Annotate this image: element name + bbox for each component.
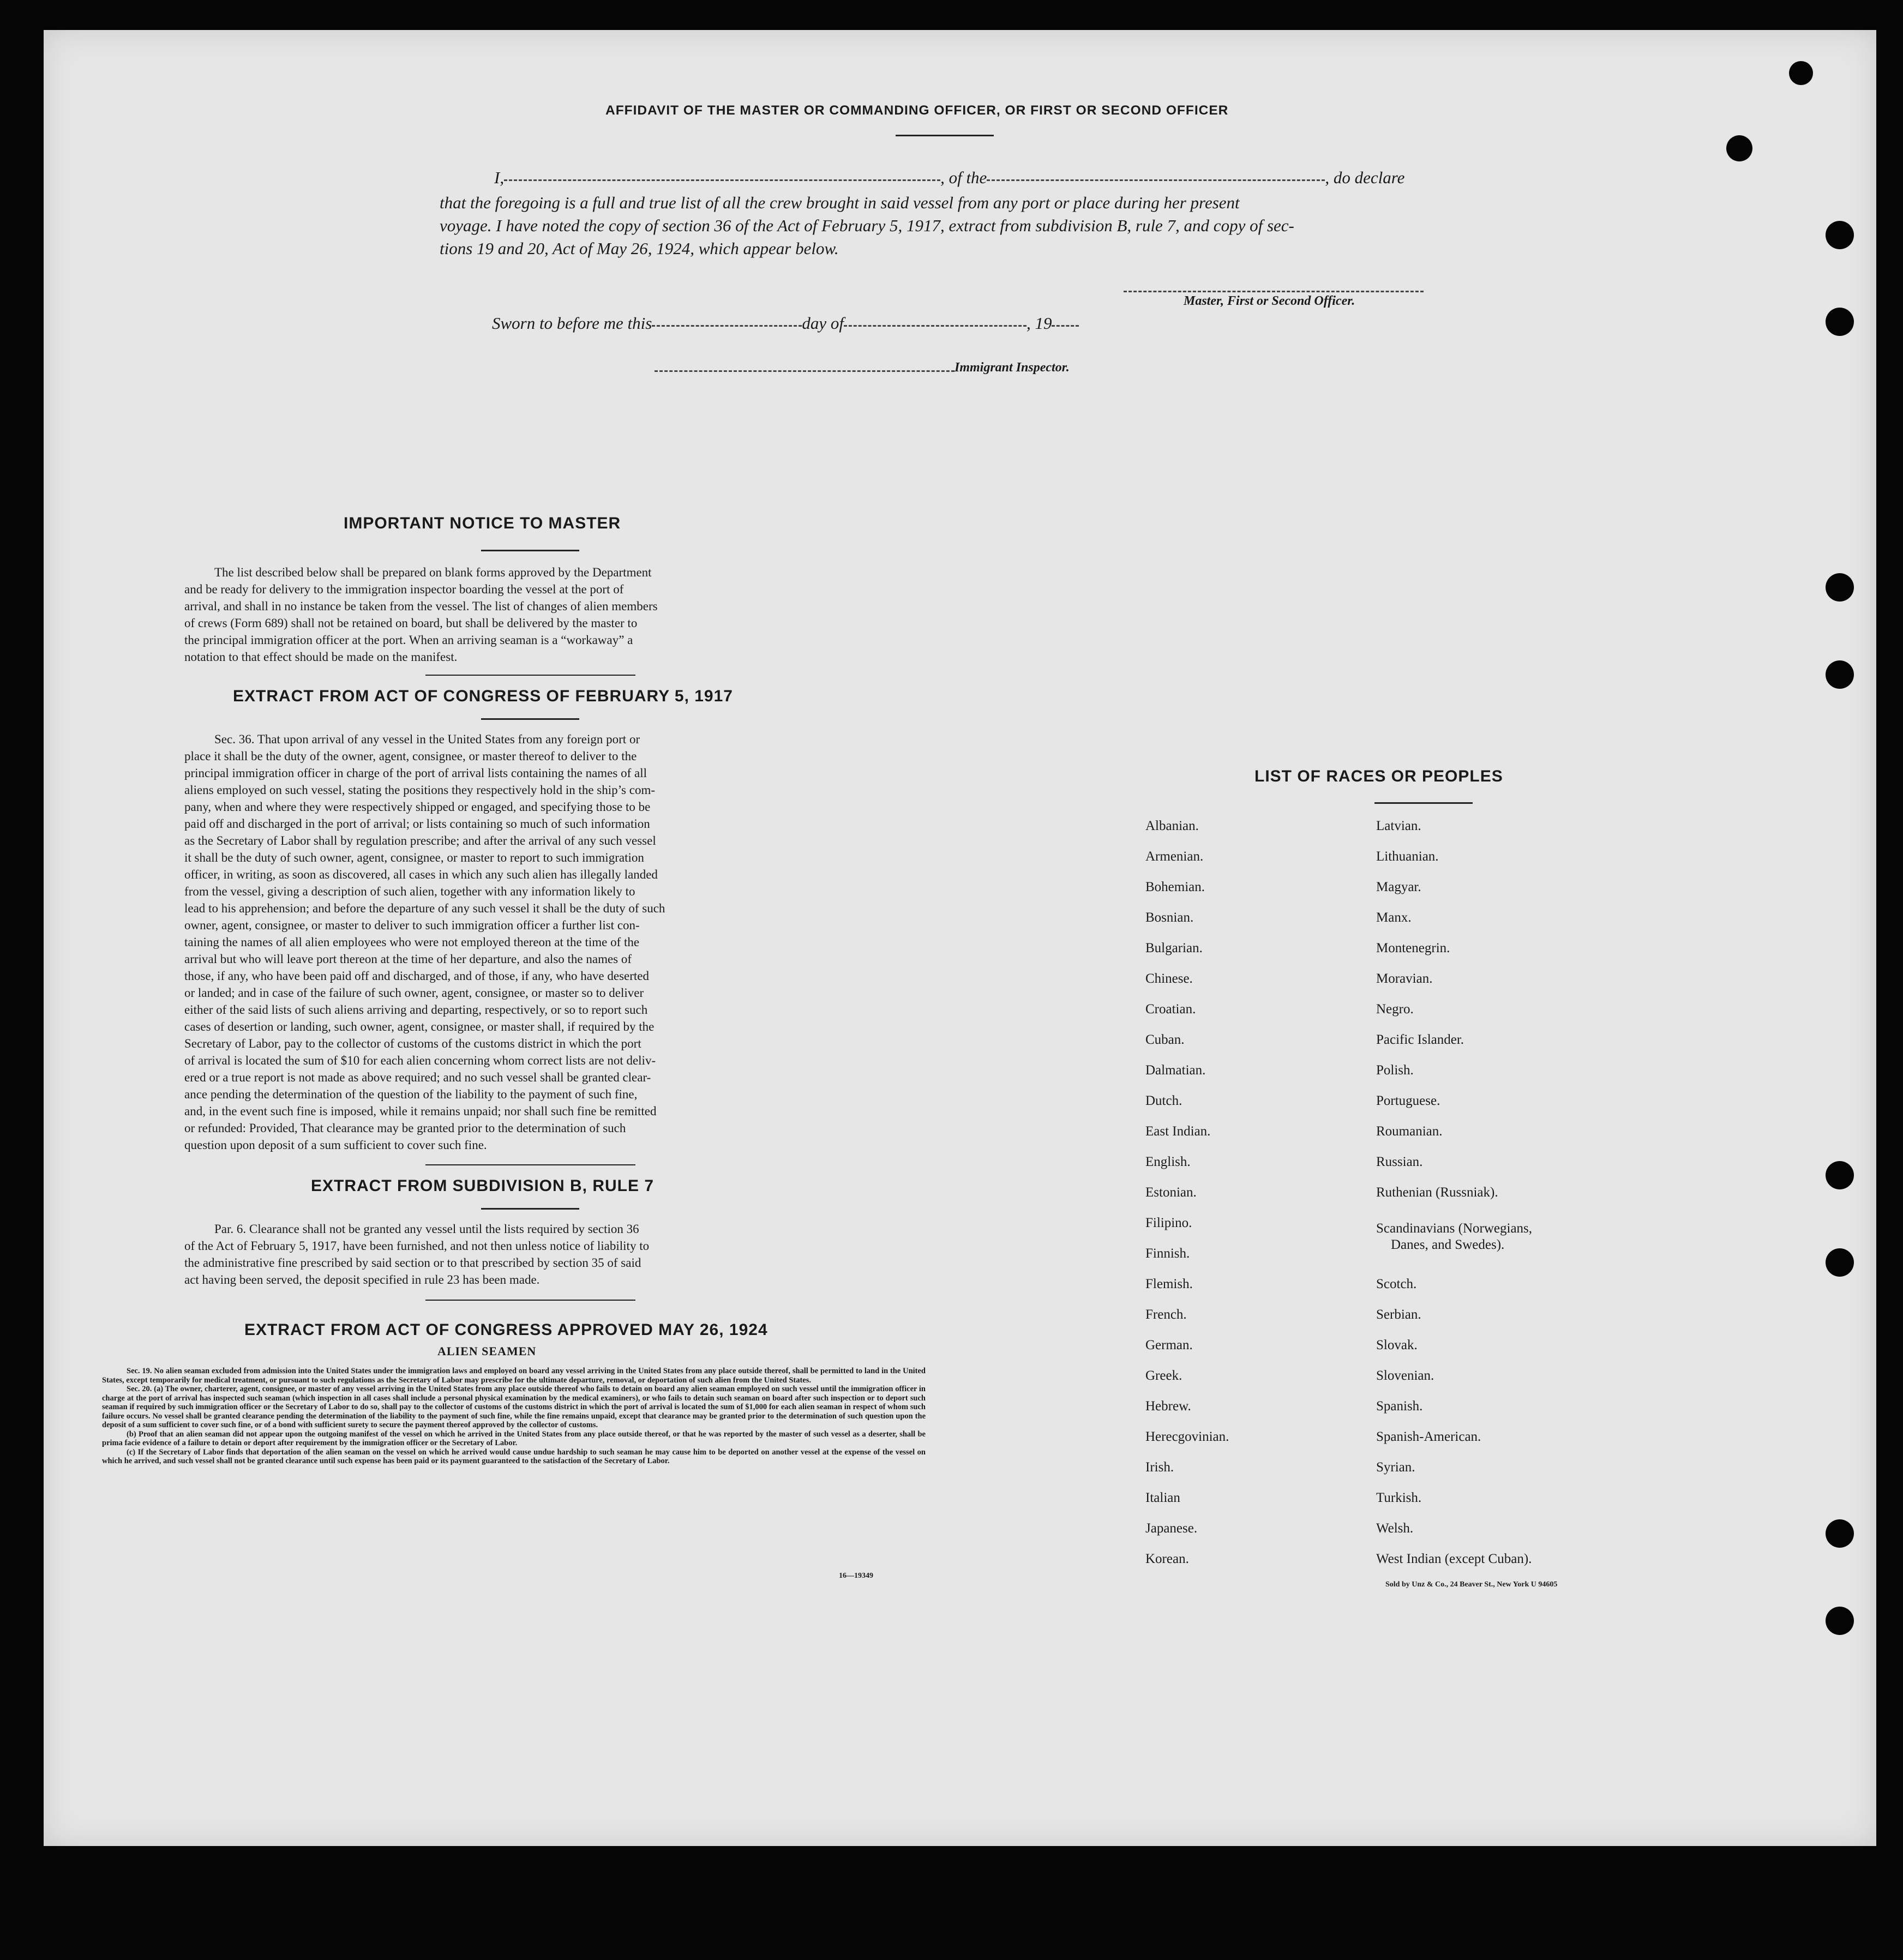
extract-line: question upon deposit of a sum sufficient to cover such fine. [184, 1138, 487, 1152]
binder-hole [1826, 221, 1854, 249]
extract-line: Sec. 36. That upon arrival of any vessel in the United States from any foreign port or [214, 732, 640, 746]
race-item: Scandinavians (Norwegians, [1376, 1221, 1533, 1236]
race-item: Greek. [1145, 1368, 1182, 1383]
extract-line: as the Secretary of Labor shall by regulation prescribe; and after the arrival of any such vessel [184, 834, 656, 847]
affidavit-name-prefix: I, [494, 168, 505, 187]
race-item: Croatian. [1145, 1002, 1196, 1017]
rule7-line: act having been served, the deposit specified in rule 23 has been made. [184, 1273, 540, 1286]
race-item: Negro. [1376, 1002, 1414, 1017]
extract-rule7-title: EXTRACT FROM SUBDIVISION B, RULE 7 [311, 1177, 655, 1195]
race-item: Magyar. [1376, 880, 1421, 894]
notice-title: IMPORTANT NOTICE TO MASTER [344, 514, 621, 532]
extract-rule7-text [184, 1221, 844, 1288]
extract-line: either of the said lists of such aliens arriving and departing, respectively, or so to report such [184, 1003, 648, 1017]
race-item: Filipino. [1145, 1216, 1192, 1230]
sworn-day-of: day of [802, 314, 844, 333]
race-item: Manx. [1376, 910, 1412, 925]
extract-line: officer, in writing, as soon as discovered, all cases in which any such alien has illegally landed [184, 868, 658, 881]
sworn-date-blank [652, 325, 802, 327]
signature-label: Master, First or Second Officer. [1184, 294, 1355, 308]
binder-hole [1826, 660, 1854, 689]
inspector-label: Immigrant Inspector. [954, 360, 1070, 375]
race-item: Slovenian. [1376, 1368, 1434, 1383]
vessel-blank [987, 179, 1325, 181]
race-item: Bohemian. [1145, 880, 1205, 894]
extract-line: principal immigration officer in charge of the port of arrival lists containing the names of all [184, 766, 647, 780]
race-item: Ruthenian (Russniak). [1376, 1185, 1498, 1200]
extract-1924-subtitle: ALIEN SEAMEN [437, 1344, 537, 1358]
rule7-line: the administrative fine prescribed by said section or to that prescribed by section 35 of said [184, 1256, 641, 1270]
race-item: Chinese. [1145, 971, 1193, 986]
affidavit-body-line: voyage. I have noted the copy of section 36 of the Act of February 5, 1917, extract from subdivision B, rule 7, and copy of sec- [440, 216, 1294, 235]
extract-rule7-rule [481, 1208, 579, 1210]
sec20a-paragraph: Sec. 20. (a) The owner, charterer, agent, consignee, or master of any vessel arriving in the United States from any place outside thereof who fails to detain on board any alien seaman employed on such vessel until the immigration officer in charge at the port of arrival has inspected such seaman (which inspection in all cases shall include a personal physical examination by the medical examiners), or who fails to detain such seaman on board after such inspection or to deport such seaman if required by such immigration officer or the Secretary of Labor to do so, shall pay to the collector of customs of the customs district in which the port of arrival is located the sum of $1,000 for each alien seaman in respect of whom such failure occurs. No vessel shall be granted clearance pending the determination of the liability to the payment of such fine, while the fine remains unpaid, except that clearance may be granted prior to the determination of such question upon the deposit of a sum sufficient to cover such fine, or of a bond with sufficient surety to secure the payment thereof approved by the collector of customs. [102, 1385, 926, 1429]
affidavit-title: AFFIDAVIT OF THE MASTER OR COMMANDING OFFICER, OR FIRST OR SECOND OFFICER [605, 103, 1229, 118]
race-item: Spanish-American. [1376, 1429, 1481, 1444]
notice-line: the principal immigration officer at the port. When an arriving seaman is a “workaway” a [184, 633, 633, 647]
sec20c-paragraph: (c) If the Secretary of Labor finds that deportation of the alien seaman on the vessel on which he arrived would cause undue hardship to such seaman he may cause him to be deported on another vessel at the expense of the vessel on which he arrived, and such vessel shall not be granted clearance until such expense has been paid or its payment guaranteed to the satisfaction of the Secretary of Labor. [102, 1447, 926, 1465]
sworn-prefix: Sworn to before me this [492, 314, 652, 333]
race-item: Portuguese. [1376, 1093, 1440, 1108]
notice-line: notation to that effect should be made on the manifest. [184, 650, 458, 664]
race-item: Polish. [1376, 1063, 1414, 1078]
race-item: Irish. [1145, 1460, 1174, 1475]
affidavit-of-the: , of the [940, 168, 987, 187]
race-item: Armenian. [1145, 849, 1204, 864]
race-item: Spanish. [1376, 1399, 1423, 1414]
binder-hole [1789, 61, 1813, 85]
rule7-line: of the Act of February 5, 1917, have been furnished, and not then unless notice of liability to [184, 1239, 650, 1253]
extract-line: cases of desertion or landing, such owner, agent, consignee, or master shall, if required by the [184, 1020, 655, 1033]
affidavit-body-line: tions 19 and 20, Act of May 26, 1924, which appear below. [440, 239, 839, 258]
race-item: Serbian. [1376, 1307, 1421, 1322]
race-item: English. [1145, 1155, 1191, 1169]
binder-hole [1826, 1161, 1854, 1189]
race-item: Latvian. [1376, 819, 1421, 833]
extract-1917-text [184, 731, 844, 1153]
races-title: LIST OF RACES OR PEOPLES [1254, 767, 1503, 785]
notice-line: arrival, and shall in no instance be taken from the vessel. The list of changes of alien members [184, 599, 658, 613]
rule7-line: Par. 6. Clearance shall not be granted any vessel until the lists required by section 36 [214, 1222, 639, 1236]
extract-1924-text [102, 1367, 926, 1466]
race-item: Russian. [1376, 1155, 1423, 1169]
binder-hole [1826, 1519, 1854, 1548]
affidavit-body [440, 191, 1294, 260]
race-item: Turkish. [1376, 1490, 1422, 1505]
affidavit-body-line: that the foregoing is a full and true list of all the crew brought in said vessel from any port or place during her present [440, 193, 1240, 212]
race-item: Estonian. [1145, 1185, 1197, 1200]
notice-line: and be ready for delivery to the immigration inspector boarding the vessel at the port of [184, 582, 624, 596]
notice-rule [481, 550, 579, 551]
race-item: Bosnian. [1145, 910, 1194, 925]
extract-1924-title: EXTRACT FROM ACT OF CONGRESS APPROVED MAY 26, 1924 [244, 1321, 768, 1339]
race-item: Welsh. [1376, 1521, 1414, 1536]
affidavit-declaration-line [494, 168, 1404, 188]
section-divider [425, 675, 635, 676]
race-item: Moravian. [1376, 971, 1433, 986]
extract-line: lead to his apprehension; and before the departure of any such vessel it shall be the duty of such [184, 901, 665, 915]
form-page [44, 30, 1876, 1846]
affidavit-do-declare: , do declare [1325, 168, 1405, 187]
extract-line: it shall be the duty of such owner, agent, consignee, or master to report to such immigration [184, 851, 644, 864]
race-item: Montenegrin. [1376, 941, 1450, 955]
binder-hole [1826, 1248, 1854, 1277]
extract-line: ance pending the determination of the question of the liability to the payment of such fine, [184, 1087, 638, 1101]
extract-line: Secretary of Labor, pay to the collector of customs of the customs district in which the port [184, 1037, 641, 1050]
race-item: Danes, and Swedes). [1391, 1237, 1505, 1252]
extract-line: or landed; and in case of the failure of such owner, agent, consignee, or master so to deliver [184, 986, 644, 1000]
extract-line: owner, agent, consignee, or master to deliver to such immigration officer a further list con- [184, 918, 640, 932]
sec19-paragraph: Sec. 19. No alien seaman excluded from admission into the United States under the immigration laws and employed on board any vessel arriving in the United States from any place outside thereof, shall be permitted to land in the United States, except temporarily for medical treatment, or pursuant to such regulations as the Secretary of Labor may prescribe for the ultimate departure, removal, or deportation of such alien from the United States. [102, 1367, 926, 1385]
name-blank [504, 179, 940, 181]
race-item: German. [1145, 1338, 1193, 1352]
extract-line: or refunded: Provided, That clearance may be granted prior to the determination of such [184, 1121, 626, 1135]
race-item: Lithuanian. [1376, 849, 1439, 864]
race-item: Italian [1145, 1490, 1180, 1505]
extract-line: from the vessel, giving a description of such alien, together with any information likely to [184, 885, 635, 898]
extract-line: ered or a true report is not made as above required; and no such vessel shall be granted clear- [184, 1071, 651, 1084]
extract-line: taining the names of all alien employees who were not employed thereon at the time of the [184, 935, 640, 949]
extract-line: arrival but who will leave port thereon at the time of her departure, and also the names of [184, 952, 632, 966]
binder-hole [1826, 308, 1854, 336]
sworn-line [492, 314, 1079, 333]
extract-line: aliens employed on such vessel, stating the positions they respectively hold in the ship’s com- [184, 783, 655, 797]
signature-line [1124, 291, 1424, 292]
inspector-line [655, 370, 954, 372]
race-item: Scotch. [1376, 1277, 1417, 1291]
extract-1917-rule [481, 718, 579, 720]
race-item: East Indian. [1145, 1124, 1211, 1139]
printer-imprint: Sold by Unz & Co., 24 Beaver St., New York U 94605 [1385, 1580, 1558, 1589]
extract-1917-title: EXTRACT FROM ACT OF CONGRESS OF FEBRUARY 5, 1917 [233, 687, 733, 705]
extract-line: place it shall be the duty of the owner, agent, consignee, or master thereof to deliver to the [184, 749, 637, 763]
race-item: Dutch. [1145, 1093, 1182, 1108]
race-item: Pacific Islander. [1376, 1032, 1464, 1047]
title-rule [896, 135, 994, 136]
extract-line: those, if any, who have been paid off and discharged, and of those, if any, who have deserted [184, 969, 650, 983]
form-number: 16—19349 [839, 1572, 873, 1580]
race-item: French. [1145, 1307, 1187, 1322]
race-item: Bulgarian. [1145, 941, 1203, 955]
sec20b-paragraph: (b) Proof that an alien seaman did not appear upon the outgoing manifest of the vessel on which he arrived in the United States from any place outside thereof, or that he was reported by the master of such vessel as a deserter, shall be prima facie evidence of a failure to detain or deport after requirement by the immigration officer or the Secretary of Labor. [102, 1429, 926, 1447]
extract-line: and, in the event such fine is imposed, while it remains unpaid; nor shall such fine be remitted [184, 1104, 657, 1118]
notice-text [184, 564, 844, 665]
binder-hole [1826, 1607, 1854, 1635]
race-item: Flemish. [1145, 1277, 1193, 1291]
race-item: Cuban. [1145, 1032, 1185, 1047]
race-item: Albanian. [1145, 819, 1199, 833]
race-item: Finnish. [1145, 1246, 1190, 1261]
section-divider [425, 1164, 635, 1165]
binder-hole [1826, 573, 1854, 602]
race-item: Korean. [1145, 1552, 1189, 1566]
race-item: Dalmatian. [1145, 1063, 1206, 1078]
extract-line: paid off and discharged in the port of arrival; or lists containing so much of such information [184, 817, 650, 831]
extract-line: of arrival is located the sum of $10 for each alien concerning whom correct lists are not deliv- [184, 1054, 656, 1067]
race-item: Hebrew. [1145, 1399, 1191, 1414]
race-item: Herecgovinian. [1145, 1429, 1229, 1444]
binder-hole [1726, 135, 1752, 161]
race-item: West Indian (except Cuban). [1376, 1552, 1532, 1566]
notice-line: of crews (Form 689) shall not be retained on board, but shall be delivered by the master to [184, 616, 638, 630]
sworn-year-blank [1052, 325, 1079, 327]
race-item: Japanese. [1145, 1521, 1198, 1536]
section-divider [425, 1300, 635, 1301]
sworn-year: , 19 [1026, 314, 1052, 333]
race-item: Slovak. [1376, 1338, 1418, 1352]
extract-line: pany, when and where they were respectively shipped or engaged, and specifying those to be [184, 800, 651, 814]
race-item: Roumanian. [1376, 1124, 1443, 1139]
race-item: Syrian. [1376, 1460, 1415, 1475]
races-rule [1374, 802, 1473, 804]
notice-line: The list described below shall be prepared on blank forms approved by the Department [214, 566, 652, 579]
sworn-month-blank [844, 325, 1026, 327]
